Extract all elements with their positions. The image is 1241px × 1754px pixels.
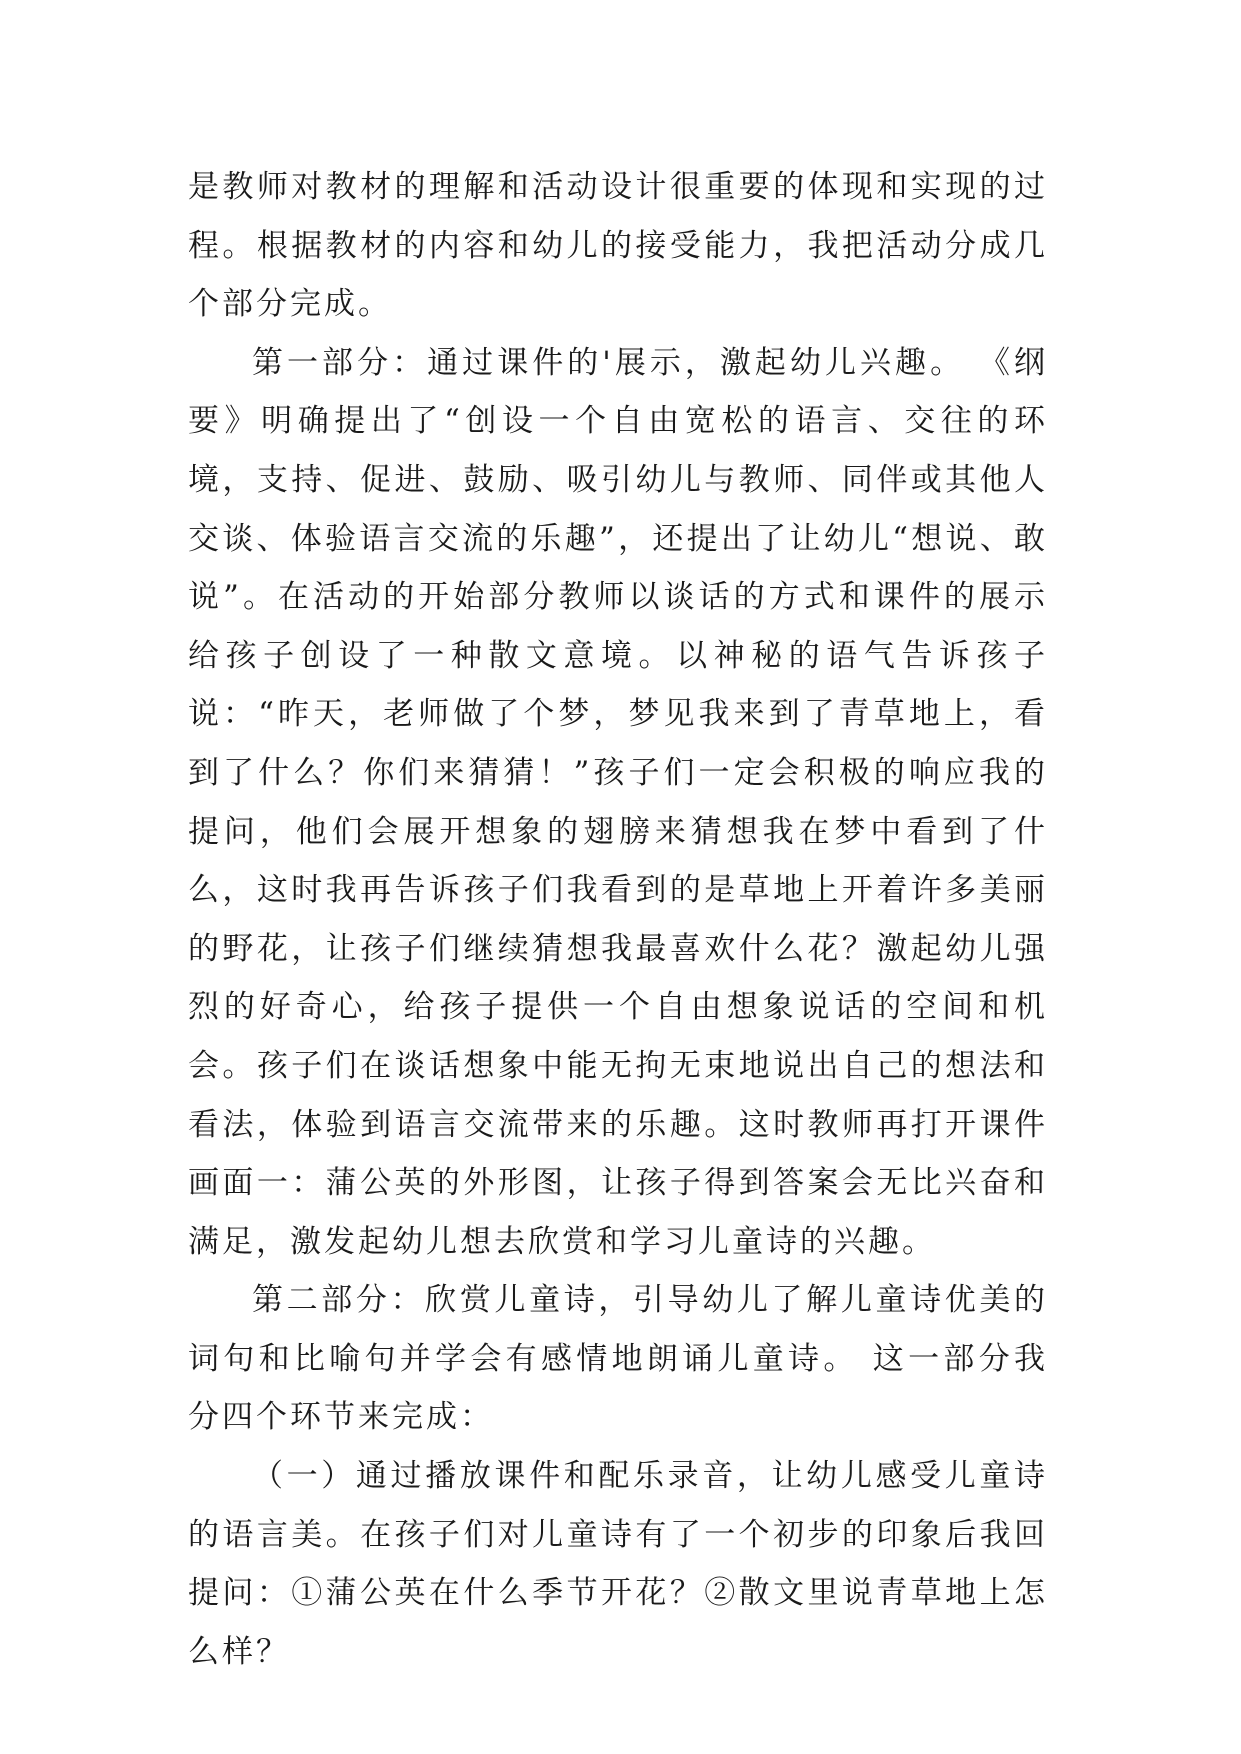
paragraph: 是教师对教材的理解和活动设计很重要的体现和实现的过程。根据教材的内容和幼儿的接受能力，我把活动分成几个部分完成。 [188, 169, 1048, 323]
paragraph: （一）通过播放课件和配乐录音，让幼儿感受儿童诗的语言美。在孩子们对儿童诗有了一个初步的印象后我回提问：①蒲公英在什么季节开花？②散文里说青草地上怎么样？ [188, 1458, 1048, 1670]
document-body [188, 158, 1048, 1681]
paragraph: 第一部分：通过课件的'展示，激起幼儿兴趣。 《纲要》明确提出了“创设一个自由宽松的语言、交往的环境，支持、促进、鼓励、吸引幼儿与教师、同伴或其他人交谈、体验语言交流的乐趣”，还提出了让幼儿“想说、敢说”。在活动的开始部分教师以谈话的方式和课件的展示给孩子创设了一种散文意境。以神秘的语气告诉孩子说：“昨天，老师做了个梦，梦见我来到了青草地上，看到了什么？你们来猜猜！”孩子们一定会积极的响应我的提问，他们会展开想象的翅膀来猜想我在梦中看到了什么，这时我再告诉孩子们我看到的是草地上开着许多美丽的野花，让孩子们继续猜想我最喜欢什么花？激起幼儿强烈的好奇心，给孩子提供一个自由想象说话的空间和机会。孩子们在谈话想象中能无拘无束地说出自己的想法和看法，体验到语言交流带来的乐趣。这时教师再打开课件画面一：蒲公英的外形图，让孩子得到答案会无比兴奋和满足，激发起幼儿想去欣赏和学习儿童诗的兴趣。 [188, 344, 1048, 1260]
paragraph: 第二部分：欣赏儿童诗，引导幼儿了解儿童诗优美的词句和比喻句并学会有感情地朗诵儿童诗。 这一部分我分四个环节来完成： [188, 1282, 1048, 1436]
